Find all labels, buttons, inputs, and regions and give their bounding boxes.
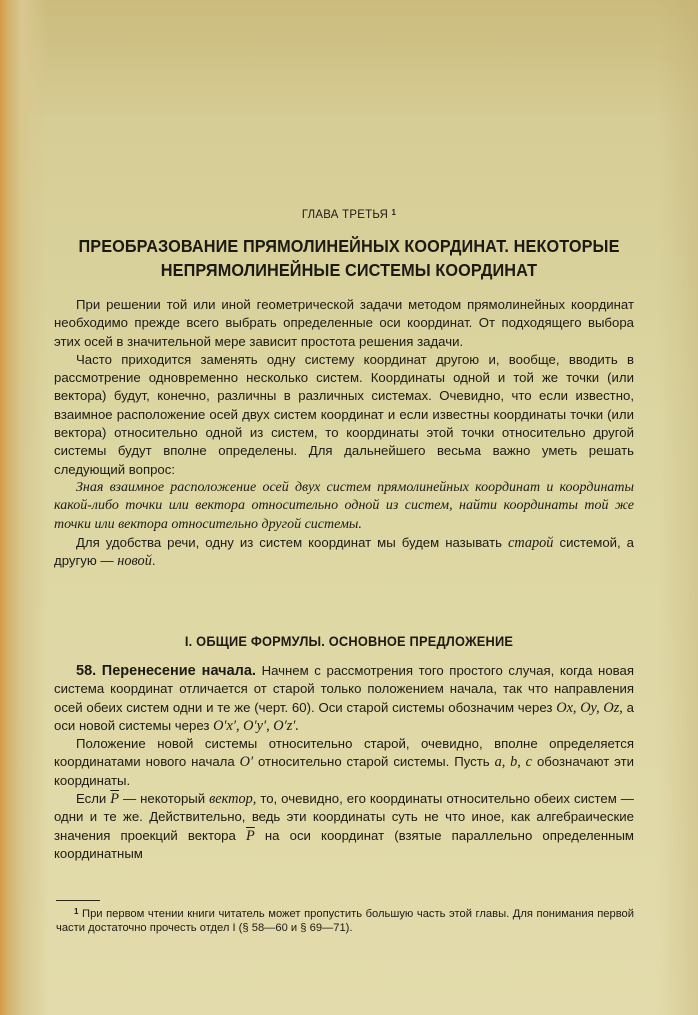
text-span: на оси координат (взятые параллельно определенным координатным (54, 827, 634, 861)
paragraph-58-part-3 (54, 790, 634, 863)
old-axes: Ox, Oy, Oz, (556, 699, 623, 716)
footnote-marker: 1 (74, 907, 79, 916)
term-old: старой (508, 534, 554, 551)
footnote-text: При первом чтении книги читатель может пропустить большую часть этой главы. Для понимания первой части достаточно прочесть отдел I (§ 58—60 и § 69—71). (56, 908, 634, 934)
new-origin: O′ (239, 754, 254, 771)
chapter-label (17, 207, 680, 221)
intro-key-question: Зная взаимное расположение осей двух систем прямолинейных координат и координаты какой-либо точки или вектора относительно одной из систем, найти координаты той же точки или вектора относительно другой системы. (54, 479, 634, 532)
vector-p: $\overline{P}$ (110, 791, 120, 808)
intro-paragraph-4 (54, 534, 634, 571)
paragraph-58 (54, 662, 634, 863)
chapter-title: ПРЕОБРАЗОВАНИЕ ПРЯМОЛИНЕЙНЫХ КООРДИНАТ. НЕКОТОРЫЕ НЕПРЯМОЛИНЕЙНЫЕ СИСТЕМЫ КООРДИНАТ (78, 236, 620, 280)
paragraph-number: 58. (76, 663, 97, 679)
text-span: обозначают эти координаты. (54, 754, 634, 788)
origin-coordinates: a, b, c (494, 754, 533, 771)
footnote-marker: 1 (391, 208, 397, 217)
text-span: относительно старой системы. Пусть (258, 754, 490, 770)
intro-paragraph-1: При решении той или иной геометрической задачи методом прямолинейных координат необходимо прежде всего выбрать определенные оси координат. От подходящего выбора этих осей в значительной мере зависит простота решения задачи. (54, 297, 634, 349)
intro-text (54, 296, 634, 570)
paragraph-title: Перенесение начала. (101, 663, 256, 679)
footnote-divider (56, 900, 100, 901)
footnote-paragraph (56, 905, 634, 935)
paragraph-58-part-1 (54, 662, 634, 735)
text-span: Положение новой системы относительно старой, очевидно, вполне определяется координатами нового начала (54, 736, 634, 770)
term-vector: вектор, (209, 791, 257, 808)
new-axes: O′x′, O′y′, O′z′. (213, 717, 299, 734)
intro-paragraph-2: Часто приходится заменять одну систему координат другою и, вообще, вводить в рассмотрение одновременно несколько систем. Координаты одной и той же точки (или вектора) будут, конечно, различны в различных системах. Очевидно, что если известно, взаимное расположение осей двух систем координат и если известны координаты точки (или вектора) относительно одной из систем, то координаты этой точки относительно другой системы будут вполне определены. Для дальнейшего весьма важно уметь решать следующий вопрос: (54, 351, 634, 477)
term-new: новой (117, 553, 152, 570)
vector-p: $\overline{P}$ (246, 827, 255, 844)
footnote (56, 905, 634, 935)
section-heading: I. ОБЩИЕ ФОРМУЛЫ. ОСНОВНОЕ ПРЕДЛОЖЕНИЕ (184, 634, 514, 649)
text-span: Если (76, 791, 107, 807)
text-span: а оси новой системы через (54, 699, 635, 733)
text-span: — некоторый (122, 791, 206, 807)
paragraph-58-part-2 (54, 735, 634, 790)
text-span: . (151, 553, 156, 569)
text-span: системой, а другую — (54, 534, 635, 569)
chapter-label-text: ГЛАВА ТРЕТЬЯ (301, 207, 389, 221)
text-span: то, очевидно, его координаты относительно обеих систем — одни и те же. Действительно, ведь эти координаты суть не что иное, как алгебраические значения проекций вектора (54, 791, 634, 843)
text-span: Для удобства речи, одну из систем координат мы будем называть (76, 534, 503, 550)
text-span: Начнем с рассмотрения того простого случая, когда новая система координат отличается от старой только положением начала, так что направления осей обеих систем одни и те же (черт. 60). Оси старой системы обозначим через (54, 663, 634, 715)
